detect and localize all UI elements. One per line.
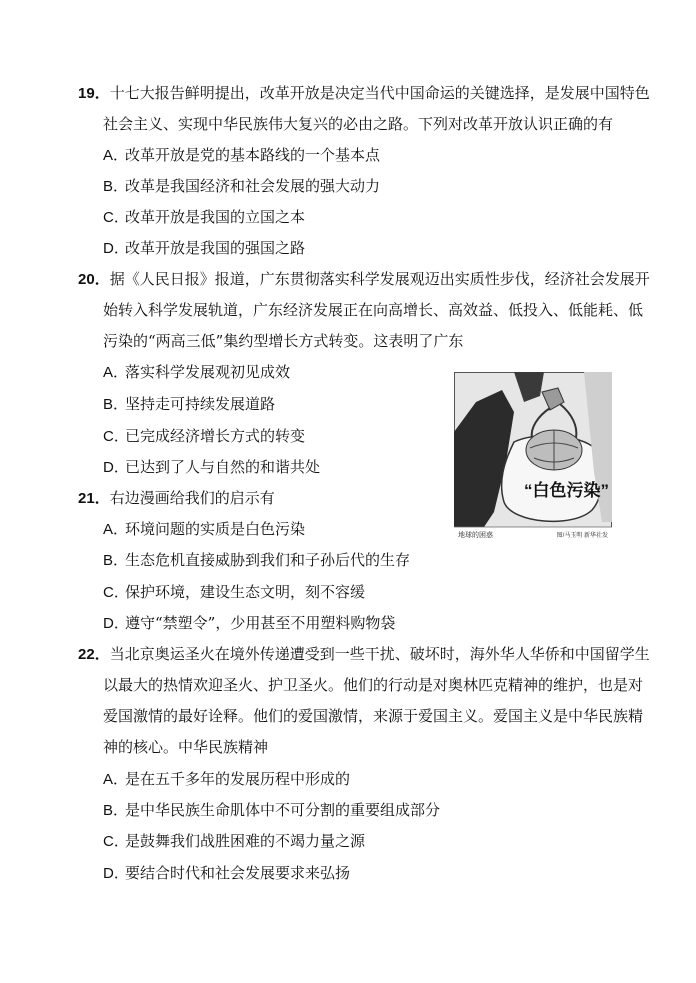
question-stem-line: 十七大报告鲜明提出，改革开放是决定当代中国命运的关键选择，是发展中国特色 bbox=[109, 84, 650, 102]
question-stem-line: 神的核心。中华民族精神 bbox=[103, 738, 269, 756]
option-d: D．遵守“禁塑令”，少用甚至不用塑料购物袋 bbox=[103, 614, 396, 632]
white-pollution-cartoon bbox=[454, 372, 612, 540]
option-b: B．是中华民族生命肌体中不可分割的重要组成部分 bbox=[103, 801, 441, 819]
question-number: 19 bbox=[78, 85, 95, 102]
option-a: A．落实科学发展观初见成效 bbox=[103, 363, 291, 381]
option-a: A．环境问题的实质是白色污染 bbox=[103, 520, 306, 538]
option-c: C．是鼓舞我们战胜困难的不竭力量之源 bbox=[103, 832, 366, 850]
question-stem-line: 右边漫画给我们的启示有 bbox=[109, 489, 275, 507]
option-a: A．改革开放是党的基本路线的一个基本点 bbox=[103, 146, 381, 164]
question-stem-line: 据《人民日报》报道，广东贯彻落实科学发展观迈出实质性步伐，经济社会发展开 bbox=[109, 270, 650, 288]
question-stem-line: 始转入科学发展轨道，广东经济发展正在向高增长、高效益、低投入、低能耗、低 bbox=[103, 301, 644, 319]
option-b: B．生态危机直接威胁到我们和子孙后代的生存 bbox=[103, 551, 411, 569]
option-a: A．是在五千多年的发展历程中形成的 bbox=[103, 770, 351, 788]
cartoon-caption-title: 地球的困惑 bbox=[458, 532, 493, 539]
question-number: 22 bbox=[78, 646, 95, 663]
question-stem-line: 爱国激情的最好诠释。他们的爱国激情，来源于爱国主义。爱国主义是中华民族精 bbox=[103, 707, 644, 725]
question-number: 20 bbox=[78, 271, 95, 288]
question-number: 21 bbox=[78, 490, 95, 507]
exam-page: 19．十七大报告鲜明提出，改革开放是决定当代中国命运的关键选择，是发展中国特色 社会主义、实现中华民族伟大复兴的必由之路。下列对改革开放认识正确的有 A．改革开放是党的基本路线的一个基本点 B．改革是我国经济和社会发展的强大动力 C．改革开放是我国的立国之本 D．改革开放是我国的强国之路 20．据《人民日报》报道，广东贯彻落实科学发展观迈出实质性步伐，经济社会发展开 始转入科学发展轨道，广东经济发展正在向高增长、高效益、低投入、低能耗、低 污染的“两高三低”集约型增长方式转变。这表明了广东 A．落实科学发展观初见成效 B．坚持走可持续发展道路 C．已完成经济增长方式的转变 D．已达到了人与自然的和谐共处 21．右边漫画给我们的启示有 A．环境问题的实质是白色污染 B．生态危机直接威胁到我们和子孙后代的生存 C．保护环境，建设生态文明，刻不容缓 D．遵守“禁塑令”，少用甚至不用塑料购物袋 22．当北京奥运圣火在境外传递遭受到一些干扰、破坏时，海外华人华侨和中国留学生 以最大的热情欢迎圣火、护卫圣火。他们的行动是对奥林匹克精神的维护，也是对 爱国激情的最好诠释。他们的爱国激情，来源于爱国主义。爱国主义是中华民族精 神的核心。中华民族精神 A．是在五千多年的发展历程中形成的 B．是中华民族生命肌体中不可分割的重要组成部分 C．是鼓舞我们战胜困难的不竭力量之源 D．要结合时代和社会发展要求来弘扬 “白色污染” 地球的困惑 图/马玉明 新华社发 bbox=[78, 84, 650, 882]
question-stem-line: 当北京奥运圣火在境外传递遭受到一些干扰、破坏时，海外华人华侨和中国留学生 bbox=[109, 645, 650, 663]
cartoon-bag-label: “白色污染” bbox=[524, 481, 609, 500]
question-stem-line: 社会主义、实现中华民族伟大复兴的必由之路。下列对改革开放认识正确的有 bbox=[103, 115, 614, 133]
option-c: C．保护环境，建设生态文明，刻不容缓 bbox=[103, 583, 366, 601]
option-b: B．改革是我国经济和社会发展的强大动力 bbox=[103, 177, 381, 195]
option-d: D．已达到了人与自然的和谐共处 bbox=[103, 458, 321, 476]
cartoon-illustration bbox=[454, 372, 612, 540]
option-d: D．要结合时代和社会发展要求来弘扬 bbox=[103, 864, 351, 882]
option-b: B．坚持走可持续发展道路 bbox=[103, 395, 276, 413]
question-stem-line: 污染的“两高三低”集约型增长方式转变。这表明了广东 bbox=[103, 332, 464, 350]
option-d: D．改革开放是我国的强国之路 bbox=[103, 239, 306, 257]
option-c: C．改革开放是我国的立国之本 bbox=[103, 208, 306, 226]
question-stem-line: 以最大的热情欢迎圣火、护卫圣火。他们的行动是对奥林匹克精神的维护，也是对 bbox=[103, 676, 644, 694]
cartoon-caption-credit: 图/马玉明 新华社发 bbox=[556, 533, 608, 539]
option-c: C．已完成经济增长方式的转变 bbox=[103, 427, 306, 445]
